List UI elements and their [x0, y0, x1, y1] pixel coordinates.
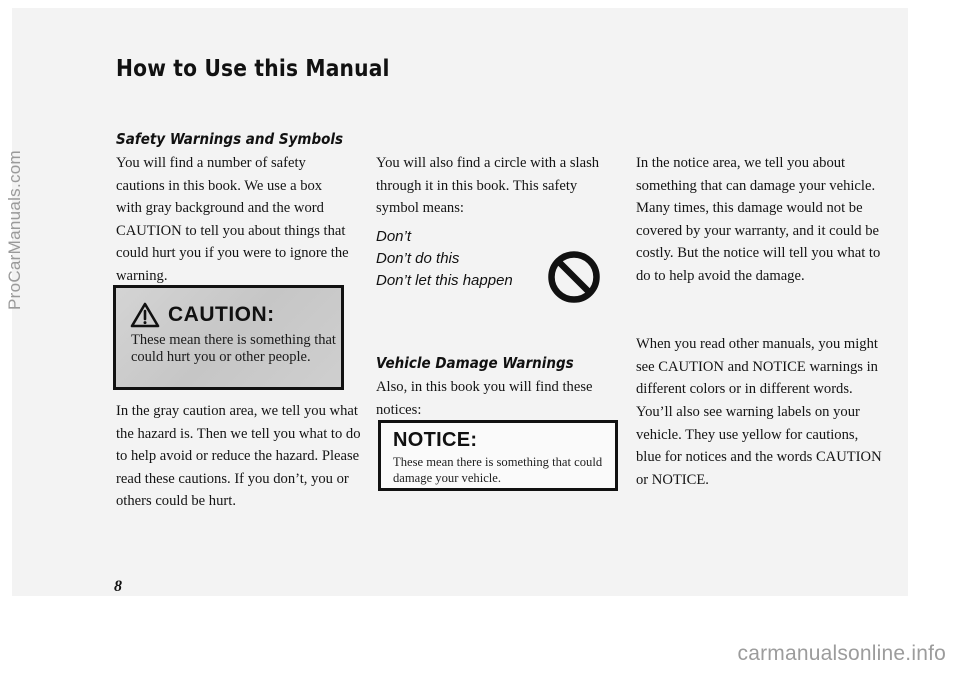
side-watermark: [4, 40, 26, 420]
prohibition-circle-icon: [547, 250, 601, 304]
symbol-meaning-line-3: Don’t let this happen: [376, 272, 513, 289]
vehicle-damage-heading: Vehicle Damage Warnings: [376, 354, 574, 372]
notice-text: These mean there is something that could damage your vehicle.: [393, 455, 603, 485]
notice-explanation-paragraph: In the notice area, we tell you about something that can damage your vehicle. Many times, this damage would not be covered by your warranty, and it could be costly. But the notice will tell you what to do to help avoid the damage.: [636, 155, 881, 284]
symbol-meaning-list: [376, 226, 513, 292]
caution-header: [130, 302, 275, 328]
notice-box: [378, 420, 618, 491]
warning-triangle-icon: [130, 302, 160, 328]
symbol-meaning-line-2: Don’t do this: [376, 250, 460, 267]
other-manuals-paragraph: When you read other manuals, you might see CAUTION and NOTICE warnings in different colors or in different words.: [636, 336, 878, 397]
caution-text: These mean there is something that could hurt you or other people.: [131, 332, 336, 365]
symbol-intro-paragraph: You will also find a circle with a slash through it in this book. This safety symbol means:: [376, 155, 600, 216]
warning-labels-paragraph: You’ll also see warning labels on your vehicle. They use yellow for cautions, blue for notices and the words CAUTION or NOTICE.: [636, 404, 882, 488]
caution-explanation-paragraph: In the gray caution area, we tell you what the hazard is. Then we tell you what to do to help avoid or reduce the hazard. Please read these cautions. If you don’t, you or others could be hurt.: [116, 403, 361, 509]
notice-label: NOTICE:: [393, 429, 478, 451]
page-number: 8: [114, 578, 122, 595]
vehicle-damage-intro-paragraph: Also, in this book you will find these notices:: [376, 379, 593, 418]
symbol-meaning-line-1: Don’t: [376, 228, 412, 245]
caution-box: [113, 285, 344, 390]
safety-heading: Safety Warnings and Symbols: [116, 130, 344, 148]
footer-watermark: carmanualsonline.info: [737, 642, 946, 665]
caution-label: CAUTION:: [168, 303, 275, 326]
side-watermark-text: ProCarManuals.com: [5, 149, 25, 311]
page-title: How to Use this Manual: [116, 56, 390, 82]
safety-intro-paragraph: You will find a number of safety cautions in this book. We use a box with gray background and the word CAUTION to tell you about things that could hurt you if you were to ignore the warning.: [116, 155, 349, 284]
